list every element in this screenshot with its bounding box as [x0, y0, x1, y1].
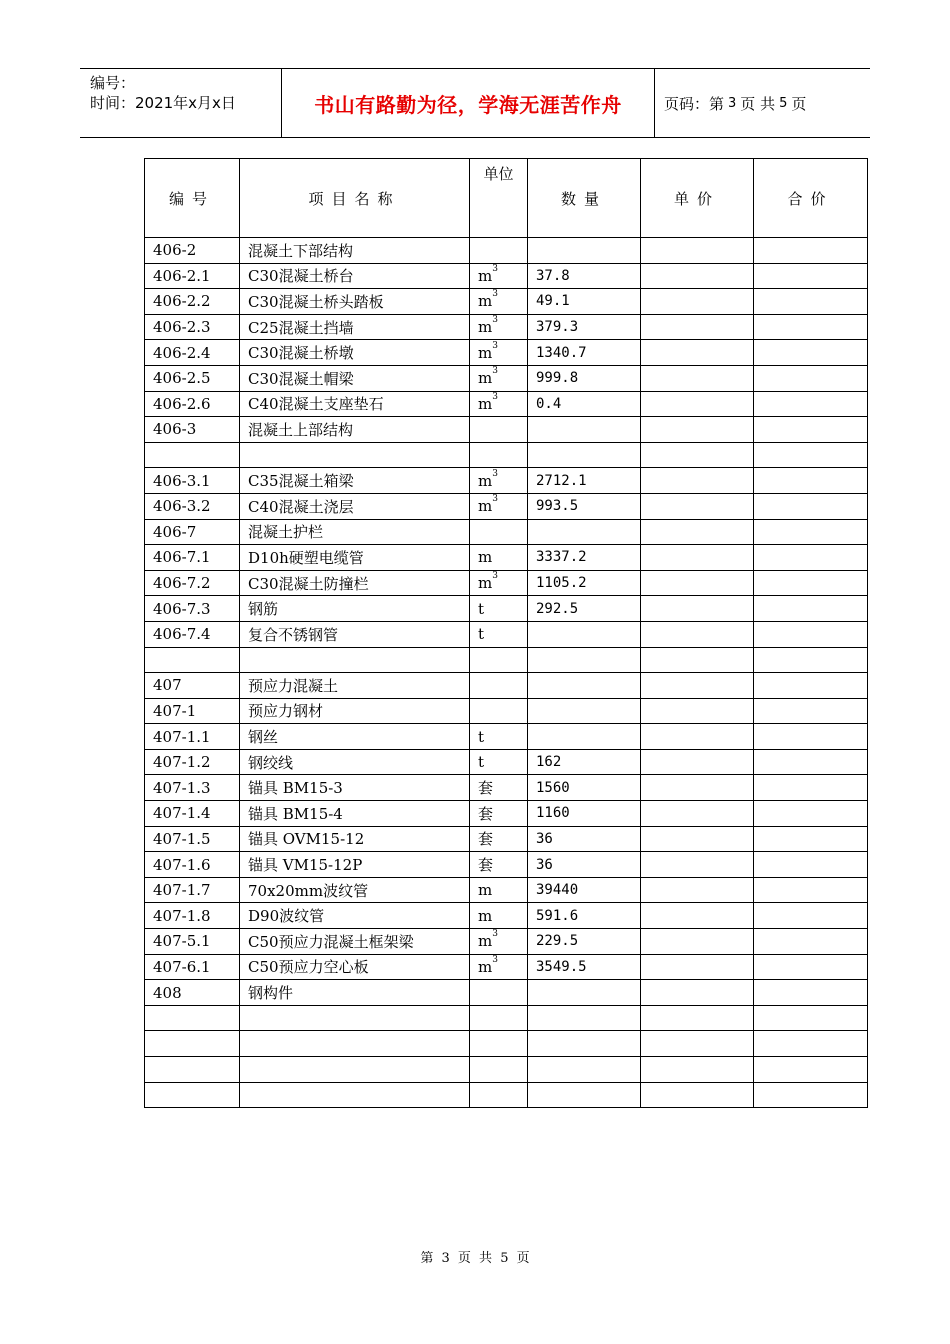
cell-qty: 379.3: [528, 314, 641, 340]
cell-total-price: [754, 621, 868, 647]
cell-unit: [470, 903, 528, 929]
cell-name: [240, 1005, 470, 1031]
table-row: [145, 877, 868, 903]
cell-unit: [470, 724, 528, 750]
cell-unit: [470, 980, 528, 1006]
unit-text: m: [478, 343, 493, 362]
cell-unit-price: [641, 647, 754, 673]
cell-total-price: [754, 903, 868, 929]
cell-qty: [528, 724, 641, 750]
cell-unit-price: [641, 340, 754, 366]
cell-name: 钢构件: [240, 980, 470, 1006]
cell-total-price: [754, 340, 868, 366]
cell-unit-price: [641, 289, 754, 315]
cell-qty: 3337.2: [528, 545, 641, 571]
cell-unit: [470, 468, 528, 494]
cell-qty: [528, 1057, 641, 1083]
cell-code: 407-6.1: [145, 954, 240, 980]
cell-unit: [470, 365, 528, 391]
cell-code: 406-2.4: [145, 340, 240, 366]
cell-unit-price: [641, 442, 754, 468]
cell-unit: [470, 417, 528, 443]
cell-code: 406-7.4: [145, 621, 240, 647]
cell-total-price: [754, 263, 868, 289]
unit-text: t: [478, 753, 485, 772]
cell-code: 406-3.2: [145, 493, 240, 519]
cell-unit: [470, 749, 528, 775]
cell-unit: [470, 1005, 528, 1031]
cell-name: 钢筋: [240, 596, 470, 622]
cell-qty: 0.4: [528, 391, 641, 417]
cell-total-price: [754, 570, 868, 596]
cell-unit-price: [641, 954, 754, 980]
cell-code: 407-1: [145, 698, 240, 724]
cell-code: 407-1.2: [145, 749, 240, 775]
table-row: [145, 545, 868, 571]
unit-text: m: [478, 574, 493, 593]
cell-qty: 1560: [528, 775, 641, 801]
cell-unit-price: [641, 596, 754, 622]
cell-unit-price: [641, 238, 754, 264]
footer-suffix: 页: [516, 1251, 530, 1266]
page-header: [80, 68, 870, 138]
cell-qty: 37.8: [528, 263, 641, 289]
cell-name: C50预应力空心板: [240, 954, 470, 980]
table-row: [145, 289, 868, 315]
unit-text: m: [478, 497, 493, 516]
cell-name: 预应力混凝土: [240, 673, 470, 699]
cell-unit-price: [641, 929, 754, 955]
unit-text: m: [478, 266, 493, 285]
table-row: [145, 596, 868, 622]
unit-text: t: [478, 599, 485, 618]
cell-name: 混凝土护栏: [240, 519, 470, 545]
cell-code: [145, 1031, 240, 1057]
cell-name: 锚具 OVM15-12: [240, 826, 470, 852]
cell-code: 406-3.1: [145, 468, 240, 494]
unit-text: t: [478, 625, 485, 644]
cell-qty: 229.5: [528, 929, 641, 955]
date-label: 时间：2021年x月x日: [90, 94, 236, 112]
cell-qty: 36: [528, 826, 641, 852]
cell-total-price: [754, 519, 868, 545]
page-suffix: 页: [791, 94, 807, 113]
table-row: [145, 852, 868, 878]
table-row: [145, 340, 868, 366]
cell-total-price: [754, 289, 868, 315]
footer-prefix: 第: [420, 1251, 434, 1266]
col-header-total-price: 合价: [754, 159, 868, 238]
table-header-row: [145, 159, 868, 238]
cell-name: 混凝土下部结构: [240, 238, 470, 264]
table-row: [145, 238, 868, 264]
cell-code: 407-1.4: [145, 801, 240, 827]
cell-code: 406-2.3: [145, 314, 240, 340]
cell-name: 70x20mm波纹管: [240, 877, 470, 903]
cell-qty: [528, 442, 641, 468]
cell-qty: [528, 980, 641, 1006]
page-mid: 页 共: [740, 94, 776, 113]
cell-qty: [528, 698, 641, 724]
table-row: [145, 980, 868, 1006]
quantities-table: [144, 158, 868, 1108]
cell-qty: 1160: [528, 801, 641, 827]
cell-code: [145, 647, 240, 673]
unit-exponent: 3: [492, 468, 498, 479]
cell-unit: [470, 519, 528, 545]
cell-total-price: [754, 954, 868, 980]
cell-total-price: [754, 468, 868, 494]
cell-total-price: [754, 826, 868, 852]
cell-name: C30混凝土帽梁: [240, 365, 470, 391]
unit-exponent: 3: [492, 263, 498, 274]
cell-qty: 3549.5: [528, 954, 641, 980]
cell-code: 408: [145, 980, 240, 1006]
cell-total-price: [754, 417, 868, 443]
unit-text: m: [478, 394, 493, 413]
header-page-info: [664, 69, 806, 137]
cell-code: 407-1.3: [145, 775, 240, 801]
table-row: [145, 954, 868, 980]
cell-unit-price: [641, 980, 754, 1006]
table-row: [145, 314, 868, 340]
cell-unit: [470, 698, 528, 724]
cell-code: 407-1.8: [145, 903, 240, 929]
unit-text: t: [478, 727, 485, 746]
table-row: [145, 698, 868, 724]
cell-unit: [470, 877, 528, 903]
table-row: [145, 365, 868, 391]
table-row: [145, 749, 868, 775]
cell-unit: [470, 596, 528, 622]
cell-qty: [528, 238, 641, 264]
table-row: [145, 775, 868, 801]
table-row: [145, 417, 868, 443]
table-row: [145, 1082, 868, 1108]
table-body: [145, 238, 868, 1108]
col-header-qty: 数量: [528, 159, 641, 238]
cell-unit: [470, 852, 528, 878]
cell-name: C40混凝土支座垫石: [240, 391, 470, 417]
cell-name: C30混凝土桥头踏板: [240, 289, 470, 315]
page-footer: [0, 1247, 950, 1266]
unit-exponent: 3: [492, 340, 498, 351]
cell-unit: [470, 621, 528, 647]
table-row: [145, 263, 868, 289]
cell-unit: [470, 289, 528, 315]
unit-exponent: 3: [492, 494, 498, 505]
unit-exponent: 3: [492, 315, 498, 326]
cell-qty: 591.6: [528, 903, 641, 929]
cell-unit-price: [641, 749, 754, 775]
page-current: 3: [728, 95, 737, 111]
cell-code: [145, 442, 240, 468]
cell-qty: 292.5: [528, 596, 641, 622]
cell-unit-price: [641, 1031, 754, 1057]
cell-name: [240, 442, 470, 468]
header-motto: 书山有路勤为径，学海无涯苦作舟: [314, 92, 622, 117]
cell-unit-price: [641, 903, 754, 929]
cell-total-price: [754, 980, 868, 1006]
cell-unit: [470, 340, 528, 366]
unit-text: 套: [478, 779, 494, 798]
col-header-code: 编号: [145, 159, 240, 238]
cell-unit: [470, 263, 528, 289]
unit-exponent: 3: [492, 366, 498, 377]
cell-code: 407-1.1: [145, 724, 240, 750]
cell-name: 钢绞线: [240, 749, 470, 775]
footer-mid: 页 共: [457, 1251, 493, 1266]
table-row: [145, 493, 868, 519]
cell-code: 406-2: [145, 238, 240, 264]
unit-text: m: [478, 932, 493, 951]
unit-exponent: 3: [492, 391, 498, 402]
cell-unit-price: [641, 775, 754, 801]
cell-qty: 162: [528, 749, 641, 775]
cell-code: 407-1.7: [145, 877, 240, 903]
unit-text: m: [478, 471, 493, 490]
table-row: [145, 826, 868, 852]
cell-unit-price: [641, 621, 754, 647]
table-row: [145, 391, 868, 417]
footer-total: 5: [500, 1251, 509, 1266]
cell-unit-price: [641, 1082, 754, 1108]
cell-total-price: [754, 775, 868, 801]
cell-unit-price: [641, 877, 754, 903]
cell-qty: 993.5: [528, 493, 641, 519]
cell-name: [240, 1057, 470, 1083]
cell-unit-price: [641, 673, 754, 699]
footer-current: 3: [441, 1251, 450, 1266]
cell-unit: [470, 1057, 528, 1083]
cell-unit: [470, 1082, 528, 1108]
cell-qty: 999.8: [528, 365, 641, 391]
cell-code: 407: [145, 673, 240, 699]
table-row: [145, 903, 868, 929]
unit-text: m: [478, 292, 493, 311]
cell-total-price: [754, 698, 868, 724]
cell-code: 406-7.1: [145, 545, 240, 571]
cell-name: C30混凝土防撞栏: [240, 570, 470, 596]
cell-unit: [470, 826, 528, 852]
cell-total-price: [754, 749, 868, 775]
page-prefix: 页码：第: [664, 94, 725, 113]
unit-exponent: 3: [492, 289, 498, 300]
unit-text: m: [478, 881, 493, 900]
cell-unit-price: [641, 417, 754, 443]
cell-qty: [528, 1031, 641, 1057]
cell-total-price: [754, 801, 868, 827]
cell-unit: [470, 442, 528, 468]
cell-code: 406-7.2: [145, 570, 240, 596]
cell-unit: [470, 647, 528, 673]
cell-code: 406-7: [145, 519, 240, 545]
cell-unit-price: [641, 801, 754, 827]
cell-unit-price: [641, 314, 754, 340]
cell-name: D10h硬塑电缆管: [240, 545, 470, 571]
cell-qty: 39440: [528, 877, 641, 903]
header-divider: [654, 69, 655, 137]
cell-name: 锚具 BM15-4: [240, 801, 470, 827]
cell-total-price: [754, 877, 868, 903]
table-row: [145, 468, 868, 494]
page-total: 5: [779, 95, 788, 111]
table-row: [145, 929, 868, 955]
cell-total-price: [754, 238, 868, 264]
cell-unit: [470, 775, 528, 801]
cell-total-price: [754, 673, 868, 699]
table-row: [145, 647, 868, 673]
cell-unit: [470, 929, 528, 955]
cell-unit-price: [641, 1005, 754, 1031]
cell-code: [145, 1005, 240, 1031]
cell-unit-price: [641, 391, 754, 417]
col-header-unit: 单位: [470, 159, 528, 238]
cell-total-price: [754, 442, 868, 468]
cell-name: C25混凝土挡墙: [240, 314, 470, 340]
cell-code: [145, 1057, 240, 1083]
cell-qty: [528, 647, 641, 673]
unit-exponent: 3: [492, 929, 498, 940]
col-header-name: 项目名称: [240, 159, 470, 238]
cell-qty: [528, 417, 641, 443]
cell-name: C35混凝土箱梁: [240, 468, 470, 494]
cell-unit-price: [641, 724, 754, 750]
cell-unit: [470, 545, 528, 571]
cell-qty: [528, 1082, 641, 1108]
cell-unit-price: [641, 365, 754, 391]
cell-total-price: [754, 365, 868, 391]
cell-name: 锚具 BM15-3: [240, 775, 470, 801]
cell-qty: 1105.2: [528, 570, 641, 596]
unit-text: m: [478, 957, 493, 976]
cell-unit-price: [641, 698, 754, 724]
cell-code: 407-1.5: [145, 826, 240, 852]
table-row: [145, 621, 868, 647]
cell-qty: [528, 519, 641, 545]
cell-unit: [470, 314, 528, 340]
unit-exponent: 3: [492, 571, 498, 582]
unit-text: 套: [478, 830, 494, 849]
unit-text: m: [478, 369, 493, 388]
cell-total-price: [754, 1005, 868, 1031]
cell-unit-price: [641, 826, 754, 852]
cell-code: 406-2.6: [145, 391, 240, 417]
cell-qty: 49.1: [528, 289, 641, 315]
cell-name: C40混凝土浇层: [240, 493, 470, 519]
cell-total-price: [754, 852, 868, 878]
cell-qty: [528, 621, 641, 647]
cell-total-price: [754, 1057, 868, 1083]
cell-unit: [470, 391, 528, 417]
cell-name: [240, 1082, 470, 1108]
cell-qty: 36: [528, 852, 641, 878]
cell-name: C30混凝土桥墩: [240, 340, 470, 366]
cell-qty: 2712.1: [528, 468, 641, 494]
cell-total-price: [754, 545, 868, 571]
unit-text: 套: [478, 804, 494, 823]
cell-total-price: [754, 1031, 868, 1057]
cell-total-price: [754, 724, 868, 750]
unit-exponent: 3: [492, 954, 498, 965]
cell-code: 406-7.3: [145, 596, 240, 622]
cell-total-price: [754, 391, 868, 417]
cell-name: D90波纹管: [240, 903, 470, 929]
cell-unit: [470, 1031, 528, 1057]
cell-total-price: [754, 1082, 868, 1108]
table-row: [145, 673, 868, 699]
unit-text: m: [478, 318, 493, 337]
cell-name: 复合不锈钢管: [240, 621, 470, 647]
cell-unit: [470, 493, 528, 519]
cell-unit-price: [641, 852, 754, 878]
cell-unit-price: [641, 493, 754, 519]
table-row: [145, 801, 868, 827]
table-row: [145, 570, 868, 596]
cell-unit-price: [641, 519, 754, 545]
cell-unit: [470, 801, 528, 827]
unit-text: 套: [478, 856, 494, 875]
cell-total-price: [754, 314, 868, 340]
table-row: [145, 724, 868, 750]
cell-qty: [528, 673, 641, 699]
table-row: [145, 442, 868, 468]
cell-name: 钢丝: [240, 724, 470, 750]
cell-unit-price: [641, 545, 754, 571]
cell-unit: [470, 954, 528, 980]
cell-unit-price: [641, 1057, 754, 1083]
table-row: [145, 1057, 868, 1083]
cell-code: 406-2.5: [145, 365, 240, 391]
cell-unit-price: [641, 263, 754, 289]
cell-code: 407-5.1: [145, 929, 240, 955]
cell-unit: [470, 238, 528, 264]
cell-qty: [528, 1005, 641, 1031]
cell-code: 406-3: [145, 417, 240, 443]
header-meta: [90, 73, 236, 113]
cell-name: [240, 647, 470, 673]
cell-code: [145, 1082, 240, 1108]
cell-unit-price: [641, 468, 754, 494]
unit-text: m: [478, 906, 493, 925]
cell-name: [240, 1031, 470, 1057]
cell-total-price: [754, 493, 868, 519]
cell-total-price: [754, 929, 868, 955]
cell-code: 406-2.2: [145, 289, 240, 315]
cell-name: C50预应力混凝土框架梁: [240, 929, 470, 955]
table-row: [145, 1005, 868, 1031]
cell-unit: [470, 570, 528, 596]
cell-name: C30混凝土桥台: [240, 263, 470, 289]
cell-qty: 1340.7: [528, 340, 641, 366]
cell-name: 混凝土上部结构: [240, 417, 470, 443]
unit-text: m: [478, 548, 493, 567]
cell-code: 406-2.1: [145, 263, 240, 289]
cell-name: 锚具 VM15-12P: [240, 852, 470, 878]
serial-label: 编号：: [90, 74, 136, 92]
col-header-unit-price: 单价: [641, 159, 754, 238]
cell-unit: [470, 673, 528, 699]
cell-total-price: [754, 596, 868, 622]
cell-name: 预应力钢材: [240, 698, 470, 724]
cell-code: 407-1.6: [145, 852, 240, 878]
cell-unit-price: [641, 570, 754, 596]
table-row: [145, 519, 868, 545]
table-row: [145, 1031, 868, 1057]
cell-total-price: [754, 647, 868, 673]
